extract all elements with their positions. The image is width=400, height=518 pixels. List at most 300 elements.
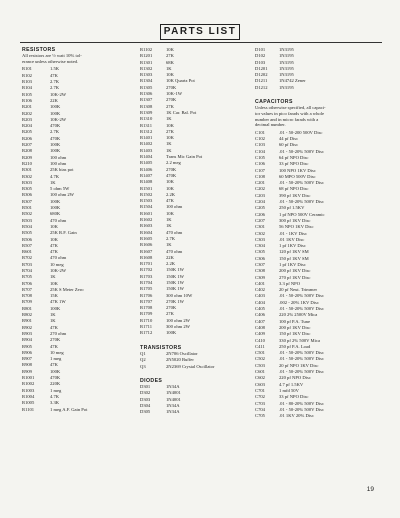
part-designator: R301	[22, 167, 32, 173]
part-value: 25K bias pot	[50, 167, 74, 173]
part-designator: C406	[255, 312, 265, 318]
part-value: 10K	[50, 280, 58, 286]
part-value: 1K	[166, 223, 172, 229]
part-value: 1 mfd 50V	[279, 387, 299, 393]
part-value: 10K-1W	[166, 91, 183, 97]
part-value: 1N3195	[279, 53, 294, 59]
part-value: .01 1KV 20% Disc	[279, 413, 314, 419]
part-designator: R802	[22, 312, 32, 318]
part-designator: C204	[255, 199, 265, 205]
part-value: 27K	[166, 311, 174, 317]
part-value: 1N3195	[279, 65, 294, 71]
part-designator: R909	[22, 368, 32, 374]
part-value: 47K	[166, 198, 174, 204]
part-designator: R1703	[140, 273, 153, 279]
part-value: 1 pf NPO 500V Ceramic	[279, 211, 325, 217]
part-designator: R1309	[140, 109, 153, 115]
part-value: 4.7K	[50, 173, 60, 179]
part-value: Trans Mic Gain Pot	[166, 154, 203, 160]
part-designator: C402	[255, 287, 265, 293]
part-value: 1 meg A.F. Gain Pot	[50, 406, 88, 412]
part-designator: R303	[22, 179, 32, 185]
part-designator: R1504	[140, 204, 153, 210]
part-designator: R1301	[140, 59, 153, 65]
part-value: 1.5K	[50, 66, 60, 72]
part-designator: C501	[255, 350, 265, 356]
part-designator: R205	[22, 129, 32, 135]
part-designator: C308	[255, 268, 265, 274]
part-designator: C104	[255, 148, 265, 154]
part-designator: C602	[255, 375, 265, 381]
part-designator: R506	[22, 236, 32, 242]
title-rule	[20, 42, 382, 43]
part-value: 10K	[166, 135, 174, 141]
capacitor-list	[255, 130, 385, 420]
part-designator: C704	[255, 406, 265, 412]
part-value: 2.7K	[50, 85, 60, 91]
part-value: 1K	[166, 217, 172, 223]
part-designator: R1702	[140, 267, 153, 273]
part-designator: R702	[22, 255, 32, 261]
part-designator: C408	[255, 324, 265, 330]
part-value: 10K	[166, 72, 174, 78]
part-designator: C301	[255, 224, 265, 230]
part-value: 1N3195	[279, 59, 294, 65]
part-designator: R1310	[140, 116, 153, 122]
part-value: 1K Car. Bal. Pot	[166, 109, 197, 115]
part-designator: R1003	[22, 387, 35, 393]
part-value: 1K	[166, 147, 172, 153]
part-designator: C503	[255, 362, 265, 368]
part-designator: D1201	[255, 65, 268, 71]
part-designator: R1704	[140, 279, 153, 285]
part-designator: R904	[22, 337, 32, 343]
part-value: 100K	[50, 148, 61, 154]
part-value: 300 ohm 10W	[166, 292, 193, 298]
part-value: 270K	[166, 305, 177, 311]
part-row	[255, 413, 385, 419]
part-designator: R1707	[140, 298, 153, 304]
part-designator: R306	[22, 192, 32, 198]
part-designator: R1711	[140, 324, 153, 330]
transistors-heading: TRANSISTORS	[140, 344, 182, 351]
part-row	[140, 330, 250, 336]
part-value: 20 pf Neut. Trimmer	[279, 287, 318, 293]
part-designator: C201	[255, 180, 265, 186]
part-value: 10K	[166, 122, 174, 128]
part-value: 10K	[166, 210, 174, 216]
part-designator: C304	[255, 243, 265, 249]
part-designator: R504	[22, 223, 32, 229]
part-designator: Q2	[140, 357, 146, 363]
part-value: 100 ohm	[50, 154, 67, 160]
part-value: 220 pf NPO Disc	[279, 375, 311, 381]
part-value: 100K	[50, 142, 61, 148]
part-value: 2.2 meg	[166, 160, 181, 166]
part-designator: R201	[22, 104, 32, 110]
part-designator: R902	[22, 324, 32, 330]
part-value: 44 pf Disc	[279, 136, 299, 142]
part-value: 1K	[166, 141, 172, 147]
part-designator: R505	[22, 230, 32, 236]
part-value: 2.7K	[50, 129, 60, 135]
part-designator: D1212	[255, 84, 268, 90]
part-designator: C407	[255, 318, 265, 324]
part-designator: R103	[22, 79, 32, 85]
part-designator: R302	[22, 173, 32, 179]
part-value: 2N2369 Crystal Oscillator	[166, 363, 215, 369]
part-value: 1N34A	[166, 409, 180, 415]
part-designator: C603	[255, 381, 265, 387]
part-value: 470 ohm	[166, 248, 183, 254]
part-designator: R104	[22, 85, 32, 91]
diode-list	[140, 384, 250, 415]
part-designator: D1211	[255, 78, 268, 84]
part-value: 220K	[50, 381, 61, 387]
part-value: .002 - 20% 1KV Disc	[279, 299, 319, 305]
part-value: 250 pf 1.5KV	[279, 205, 305, 211]
part-designator: R1709	[140, 311, 153, 317]
part-designator: C409	[255, 331, 265, 337]
part-designator: R1603	[140, 223, 153, 229]
part-value: 220 2% 2500V Mica	[279, 312, 318, 318]
part-value: 2.7K	[166, 235, 176, 241]
part-value: 1K	[50, 318, 56, 324]
part-value: 20 pf NPO 1KV Disc	[279, 362, 319, 368]
part-designator: C307	[255, 261, 265, 267]
page-number: 19	[366, 486, 374, 493]
part-value: .01 - 50-20% 500V Disc	[279, 350, 324, 356]
part-value: 10 meg	[50, 349, 64, 355]
part-designator: R1608	[140, 254, 153, 260]
part-designator: C705	[255, 413, 265, 419]
part-value: 60 MPO 500V Disc	[279, 173, 316, 179]
part-designator: C101	[255, 129, 265, 135]
part-value: 33 pf NPO Disc	[279, 161, 309, 167]
part-designator: C103	[255, 142, 265, 148]
part-designator: R1307	[140, 97, 153, 103]
part-value: 270K	[166, 97, 177, 103]
part-value: 47K 1W	[50, 299, 66, 305]
resistor-list-1	[22, 66, 130, 412]
part-designator: R102	[22, 72, 32, 78]
resistors-heading: RESISTORS	[22, 47, 56, 53]
part-value: 150 pf 1KV SM	[279, 255, 309, 261]
part-value: 270K 1W	[166, 298, 184, 304]
part-designator: R1604	[140, 229, 153, 235]
part-value: 270 pf 1KV Disc	[279, 274, 311, 280]
part-designator: R705	[22, 274, 32, 280]
part-value: 10K-2W	[50, 267, 67, 273]
part-value: 100 ohm	[166, 204, 183, 210]
part-value: 27K	[166, 103, 174, 109]
part-row	[140, 364, 250, 370]
part-value: 1N4742 Zener	[279, 78, 306, 84]
part-designator: R905	[22, 343, 32, 349]
part-value: 270 ohm	[50, 330, 67, 336]
transistor-list	[140, 351, 250, 370]
part-value: 100K	[50, 205, 61, 211]
part-designator: R1408	[140, 179, 153, 185]
part-designator: R1001	[22, 375, 35, 381]
part-value: 56 NPO 1KV Disc	[279, 224, 314, 230]
part-designator: D1202	[255, 72, 268, 78]
part-designator: R908	[22, 362, 32, 368]
part-value: 10K	[50, 223, 58, 229]
part-designator: R1502	[140, 191, 153, 197]
part-value: 1 meg	[50, 387, 62, 393]
part-value: 3.3 pf NPO	[279, 280, 301, 286]
part-designator: R1402	[140, 141, 153, 147]
part-value: 1N34A	[166, 384, 180, 390]
part-designator: R503	[22, 217, 32, 223]
part-designator: D304	[140, 403, 151, 409]
part-value: .01 - 50-20% 500V Disc	[279, 369, 324, 375]
part-designator: R1602	[140, 217, 153, 223]
part-designator: R1201	[140, 53, 153, 59]
part-value: 47K	[50, 324, 58, 330]
part-designator: R1406	[140, 166, 153, 172]
part-designator: R204	[22, 123, 32, 129]
part-value: 250 pf P.A. Load	[279, 343, 311, 349]
part-designator: R1712	[140, 330, 153, 336]
part-value: 22K	[166, 254, 174, 260]
part-designator: R1004	[22, 393, 35, 399]
part-designator: R1405	[140, 160, 153, 166]
part-value: 100K	[50, 110, 61, 116]
part-designator: C601	[255, 369, 265, 375]
part-value: 150K 1W	[166, 267, 184, 273]
part-value: 2N706 Oscillator	[166, 350, 198, 356]
part-value: .01 - 50-20% 500V Disc	[279, 180, 324, 186]
part-designator: R801	[22, 305, 32, 311]
part-value: 10K Quartz Pot	[166, 78, 195, 84]
part-designator: C401	[255, 280, 265, 286]
part-designator: R1606	[140, 242, 153, 248]
part-value: 1N34A	[166, 403, 180, 409]
part-value: 300 ohm 2W	[166, 324, 190, 330]
part-designator: R901	[22, 318, 32, 324]
part-value: 200 pf 1KV Disc	[279, 324, 311, 330]
part-value: 470K	[50, 135, 61, 141]
part-value: 1N4001	[166, 396, 181, 402]
capacitors-heading: CAPACITORS	[255, 99, 293, 106]
part-value: 100 ohm	[50, 160, 67, 166]
part-value: 100K	[50, 198, 61, 204]
part-designator: R1710	[140, 317, 153, 323]
part-designator: D301	[140, 384, 151, 390]
part-designator: R1503	[140, 198, 153, 204]
part-designator: R707	[22, 286, 32, 292]
part-designator: C207	[255, 217, 265, 223]
part-designator: C703	[255, 400, 265, 406]
diodes-heading: DIODES	[140, 377, 163, 384]
part-designator: R1607	[140, 248, 153, 254]
part-value: 10K	[166, 47, 174, 52]
part-designator: R210	[22, 160, 32, 166]
part-designator: R209	[22, 154, 32, 160]
part-designator: C309	[255, 274, 265, 280]
part-designator: R1403	[140, 147, 153, 153]
part-designator: D102	[255, 53, 266, 59]
part-value: 470K	[50, 123, 61, 129]
part-value: 2.2K	[166, 261, 176, 267]
part-value: .01 - 50-200 500V Disc	[279, 129, 323, 135]
part-value: .01 - 50-20% 500V Disc	[279, 199, 324, 205]
part-designator: C108	[255, 173, 265, 179]
part-value: 100 NPO 1KV Disc	[279, 167, 316, 173]
part-value: 4.7K	[50, 393, 60, 399]
part-value: 10K-2W	[50, 91, 67, 97]
part-designator: C305	[255, 249, 265, 255]
part-designator: R706	[22, 280, 32, 286]
part-value: 1K	[166, 65, 172, 71]
part-value: 100 ohm 2W	[50, 192, 74, 198]
part-value: 64 pf NPO Disc	[279, 154, 309, 160]
part-designator: R1305	[140, 84, 153, 90]
part-designator: R502	[22, 211, 32, 217]
capacitors-intro: Unless otherwise specified, all capaci- tor values in pico farads with a whole number and in micro farads with a decimal number.	[255, 105, 326, 128]
part-designator: Q3	[140, 363, 146, 369]
part-designator: C702	[255, 394, 265, 400]
part-value: .01 - 1KV Disc	[279, 230, 307, 236]
part-designator: R703	[22, 261, 32, 267]
part-designator: D101	[255, 47, 266, 52]
part-row	[22, 407, 130, 413]
part-value: 120 pf 1KV SM	[279, 249, 309, 255]
part-value: 100K	[166, 330, 177, 336]
part-value: 470 ohm	[166, 229, 183, 235]
part-designator: C410	[255, 337, 265, 343]
part-designator: C701	[255, 387, 265, 393]
part-value: 1K	[50, 312, 56, 318]
part-designator: C403	[255, 293, 265, 299]
part-designator: R501	[22, 205, 32, 211]
part-value: 100K	[50, 305, 61, 311]
part-value: 3.3K	[50, 400, 60, 406]
part-value: 22K	[50, 97, 58, 103]
part-value: 1 pf 1KV Disc	[279, 243, 306, 249]
part-value: 1N3195	[279, 47, 294, 52]
part-designator: D302	[140, 390, 151, 396]
part-designator: C411	[255, 343, 265, 349]
part-value: 680K	[50, 211, 61, 217]
part-designator: R1401	[140, 135, 153, 141]
capacitors-column	[255, 47, 385, 419]
part-row	[255, 85, 385, 91]
part-designator: C102	[255, 136, 265, 142]
part-designator: R307	[22, 198, 32, 204]
part-designator: D303	[140, 396, 151, 402]
part-designator: R1308	[140, 103, 153, 109]
part-value: 33 pf NPO Disc	[279, 394, 309, 400]
part-value: 300 pf 1KV Disc	[279, 217, 311, 223]
part-value: 60 pf Disc	[279, 142, 299, 148]
part-value: 10K-2W	[50, 116, 67, 122]
part-designator: R1605	[140, 235, 153, 241]
part-value: 10K	[166, 185, 174, 191]
part-designator: C303	[255, 236, 265, 242]
part-value: 47K	[50, 343, 58, 349]
part-value: 2.7K	[50, 79, 60, 85]
part-designator: R1303	[140, 72, 153, 78]
part-designator: R1302	[140, 65, 153, 71]
part-designator: R206	[22, 135, 32, 141]
part-value: 1N4001	[166, 390, 181, 396]
part-designator: R1306	[140, 91, 153, 97]
part-value: 150K 1W	[166, 286, 184, 292]
part-designator: R1101	[22, 406, 35, 412]
part-designator: C302	[255, 230, 265, 236]
part-designator: C306	[255, 255, 265, 261]
part-value: 100K	[50, 104, 61, 110]
part-value: 1 meg	[50, 356, 62, 362]
part-value: 10 meg	[50, 261, 64, 267]
part-value: 470 ohm	[50, 217, 67, 223]
part-value: 5 ohm 5W	[50, 186, 70, 192]
part-designator: R1705	[140, 286, 153, 292]
part-value: 1K	[166, 242, 172, 248]
part-designator: R1005	[22, 400, 35, 406]
part-designator: R1706	[140, 292, 153, 298]
part-designator: R105	[22, 91, 32, 97]
part-designator: R305	[22, 186, 32, 192]
part-designator: R907	[22, 356, 32, 362]
part-designator: C405	[255, 306, 265, 312]
part-designator: D305	[140, 409, 151, 415]
part-value: 10K	[50, 236, 58, 242]
part-value: 150K 1W	[166, 273, 184, 279]
part-value: 47K	[50, 249, 58, 255]
part-designator: C107	[255, 167, 265, 173]
part-value: 390 pf 1KV Disc	[279, 192, 311, 198]
part-designator: Q1	[140, 350, 146, 356]
part-value: 2N5020 Buffer	[166, 357, 194, 363]
part-value: 470K	[50, 375, 61, 381]
diode-list-2	[255, 47, 385, 91]
part-value: 47K	[50, 242, 58, 248]
part-value: 270K	[166, 84, 177, 90]
part-value: 100 ohm 2W	[166, 317, 190, 323]
part-value: 27K	[166, 128, 174, 134]
part-designator: R906	[22, 349, 32, 355]
part-value: 2.2K	[166, 191, 176, 197]
part-value: 27K	[166, 53, 174, 59]
part-designator: R101	[22, 66, 32, 72]
part-designator: R106	[22, 97, 32, 103]
part-designator: R709	[22, 299, 32, 305]
part-value: 47K	[50, 362, 58, 368]
part-value: 270K	[166, 166, 177, 172]
part-value: 1K	[166, 116, 172, 122]
part-designator: R708	[22, 293, 32, 299]
part-designator: R1407	[140, 172, 153, 178]
part-designator: C404	[255, 299, 265, 305]
part-value: 47K	[50, 72, 58, 78]
part-designator: R903	[22, 330, 32, 336]
part-designator: D103	[255, 59, 266, 65]
part-designator: C502	[255, 356, 265, 362]
part-designator: C202	[255, 186, 265, 192]
part-designator: R704	[22, 267, 32, 273]
part-value: 25K S Meter Zero	[50, 286, 84, 292]
resistors-column-1	[22, 47, 130, 413]
part-designator: C106	[255, 161, 265, 167]
part-value: 15K	[50, 293, 58, 299]
part-designator: R1304	[140, 78, 153, 84]
part-designator: R203	[22, 116, 32, 122]
part-designator: R207	[22, 142, 32, 148]
